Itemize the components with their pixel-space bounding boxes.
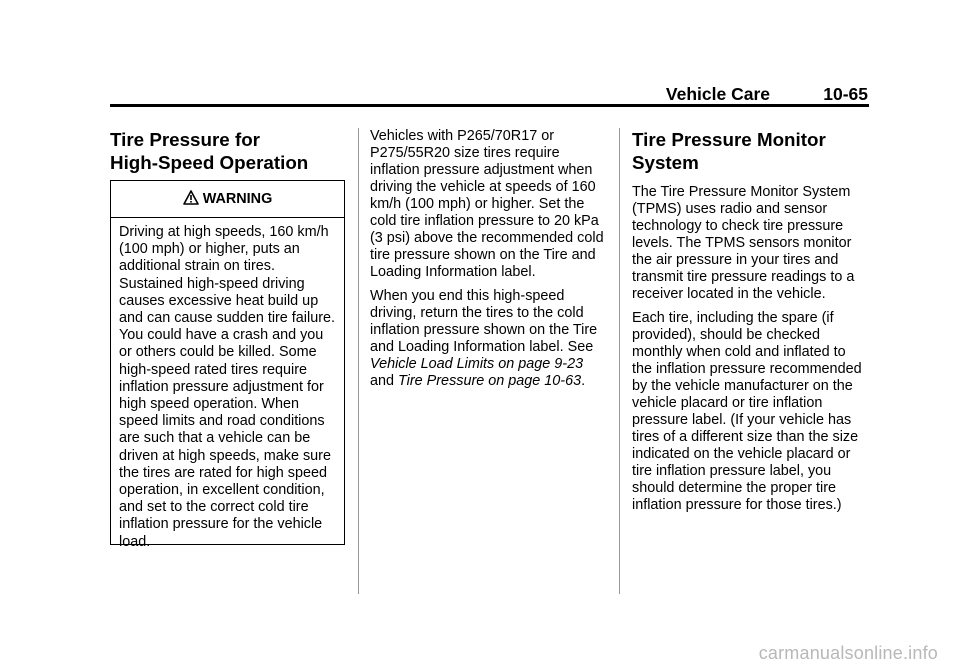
- column-1: [110, 128, 350, 174]
- paragraph: Each tire, including the spare (if provided), should be checked monthly when cold and inflated to the inflation pressure recommended by the vehicle manufacturer on the vehicle placard or tire inflation pressure label. (If your vehicle has tires of a different size than the size indicated on the vehicle placard or tire inflation pressure label, you should determine the proper tire inflation pressure for those tires.): [632, 310, 862, 513]
- warning-text: Driving at high speeds, 160 km/h (100 mph) or higher, puts an additional strain on tires. Sustained high-speed driving causes excessive heat build up and can cause sudden tire failure. You could have a crash and you or others could be killed. Some high-speed rated tires require inflation pressure adjustment for high speed operation. When speed limits and road conditions are such that a vehicle can be driven at high speeds, make sure the tires are rated for high speed operation, in excellent condition, and set to the correct cold tire inflation pressure for the vehicle load.: [119, 224, 336, 550]
- heading-line-1: Tire Pressure for: [110, 129, 260, 150]
- heading-line-1: Tire Pressure Monitor: [632, 129, 826, 150]
- section-title: Vehicle Care: [665, 84, 770, 104]
- paragraph-text: .: [581, 373, 586, 389]
- heading-line-2: System: [632, 152, 699, 173]
- column-3: [632, 128, 868, 521]
- warning-triangle-icon: [183, 190, 203, 209]
- page-number: 10-65: [823, 84, 868, 104]
- column-divider-2: [619, 128, 620, 594]
- column-divider-1: [358, 128, 359, 594]
- warning-label: WARNING: [202, 191, 273, 207]
- warning-box: [110, 180, 345, 550]
- header-rule: [110, 104, 869, 107]
- heading-high-speed: [110, 128, 350, 174]
- column-2: [370, 128, 605, 397]
- paragraph-text: and: [370, 373, 395, 389]
- paragraph-text: When you end this high-speed driving, return the tires to the cold inflation pressure shown on the Tire and Loading Information label. See: [370, 288, 598, 355]
- paragraph: The Tire Pressure Monitor System (TPMS) uses radio and sensor technology to check tire pressure levels. The TPMS sensors monitor the air pressure in your tires and transmit tire pressure readings to a receiver located in the vehicle.: [632, 184, 855, 302]
- heading-tpms: [632, 128, 868, 174]
- paragraph: Vehicles with P265/70R17 or P275/55R20 size tires require inflation pressure adjustment when driving the vehicle at speeds of 160 km/h (100 mph) or higher. Set the cold tire inflation pressure to 20 kPa (3 psi) above the recommended cold tire pressure shown on the Tire and Loading Information label.: [370, 128, 604, 280]
- paragraph: [370, 288, 605, 390]
- heading-line-2: High-Speed Operation: [110, 152, 309, 173]
- watermark: carmanualsonline.info: [758, 643, 938, 663]
- cross-reference-link[interactable]: Vehicle Load Limits on page 9-23: [370, 356, 584, 372]
- cross-reference-link[interactable]: Tire Pressure on page 10-63: [398, 373, 582, 389]
- warning-header: [111, 181, 344, 218]
